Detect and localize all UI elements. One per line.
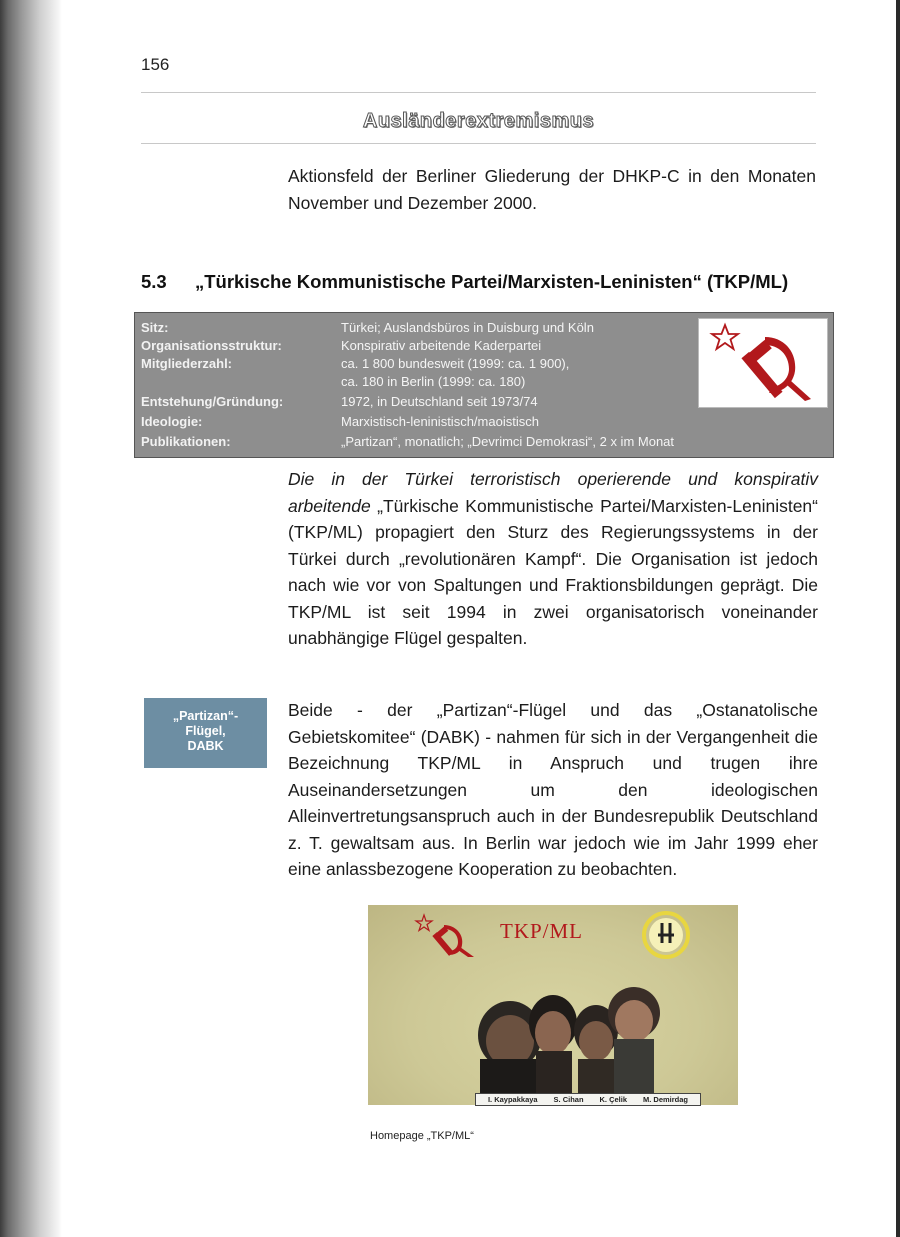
tkp-ml-header: TKP/ML [500, 919, 584, 943]
names-bar [475, 1093, 701, 1106]
margin-note-line: DABK [187, 739, 224, 753]
info-value: „Partizan“, monatlich; „Devrimci Demokrasi“, 2 x im Monat [341, 434, 675, 449]
portrait-name: I. Kaypakkaya [487, 1095, 538, 1104]
portrait-name: M. Demirdag [642, 1095, 688, 1104]
main-paragraph [288, 466, 818, 652]
party-logo [698, 318, 828, 408]
portrait-name: S. Cihan [553, 1095, 584, 1104]
margin-note [144, 698, 267, 768]
portrait-name: K. Çelik [599, 1095, 628, 1104]
info-value: Marxistisch-leninistisch/maoistisch [341, 414, 539, 429]
section-title: „Türkische Kommunistische Partei/Marxisten-Leninisten“ (TKP/ML) [195, 271, 789, 292]
header-rule-top [141, 92, 816, 93]
homepage-screenshot [368, 905, 738, 1105]
info-label: Sitz: [141, 320, 169, 335]
running-title: Ausländerextremismus [362, 110, 595, 132]
info-value: Konspirativ arbeitende Kaderpartei [341, 338, 542, 353]
info-label: Publikationen: [141, 434, 231, 449]
book-binding-shadow [0, 0, 62, 1237]
paragraph-rest: „Türkische Kommunistische Partei/Marxisten-Leninisten“ (TKP/ML) propagiert den Sturz des Regierungssystems in der Türkei durch „revolutionären Kampf“. Die Organisation ist jedoch nach wie vor von Spaltungen und Fraktionsbildungen geprägt. Die TKP/ML ist seit 1994 in zwei organisatorisch voneinander unabhängige Flügel gespalten. [288, 495, 818, 648]
second-paragraph: Beide - der „Partizan“-Flügel und das „Ostanatolische Gebietskomitee“ (DABK) - nahmen für sich in der Vergangenheit die Bezeichnung TKP/ML in Anspruch und trugen ihre Auseinandersetzungen um den ideologischen Alleinvertretungsanspruch auch in der Bundesrepublik Deutschland z. T. gewaltsam aus. In Berlin war jedoch wie im Jahr 1999 eher eine anlassbezogene Kooperation zu beobachten. [288, 700, 818, 879]
section-heading [141, 271, 788, 293]
circle-emblem-icon [640, 909, 692, 961]
hammer-sickle-star-icon [410, 913, 480, 957]
figure-caption: Homepage „TKP/ML“ [370, 1130, 474, 1142]
info-row [135, 433, 833, 451]
header-rule-bottom [141, 143, 816, 144]
page-edge [896, 0, 900, 1237]
info-label: Mitgliederzahl: [141, 356, 233, 371]
page-number: 156 [141, 55, 170, 74]
portrait-group-image [368, 955, 738, 1095]
info-label: Entstehung/Gründung: [141, 394, 284, 409]
red-star-hammer-sickle-icon [699, 319, 827, 407]
section-number: 5.3 [141, 271, 167, 292]
info-value: ca. 1 800 bundesweit (1999: ca. 1 900), [341, 356, 570, 371]
italic-lead: Die in der Türkei terroristisch operierende und konspirativ arbeitende [288, 469, 818, 516]
margin-note-line: „Partizan“- [172, 709, 239, 723]
margin-note-line: Flügel, [185, 724, 226, 738]
intro-paragraph: Aktionsfeld der Berliner Gliederung der DHKP-C in den Monaten November und Dezember 2000. [288, 166, 816, 213]
info-label: Ideologie: [141, 414, 203, 429]
info-value: 1972, in Deutschland seit 1973/74 [341, 394, 538, 409]
info-value: ca. 180 in Berlin (1999: ca. 180) [341, 374, 526, 389]
info-label: Organisationsstruktur: [141, 338, 282, 353]
info-row [135, 413, 833, 431]
info-value: Türkei; Auslandsbüros in Duisburg und Köln [341, 320, 594, 335]
